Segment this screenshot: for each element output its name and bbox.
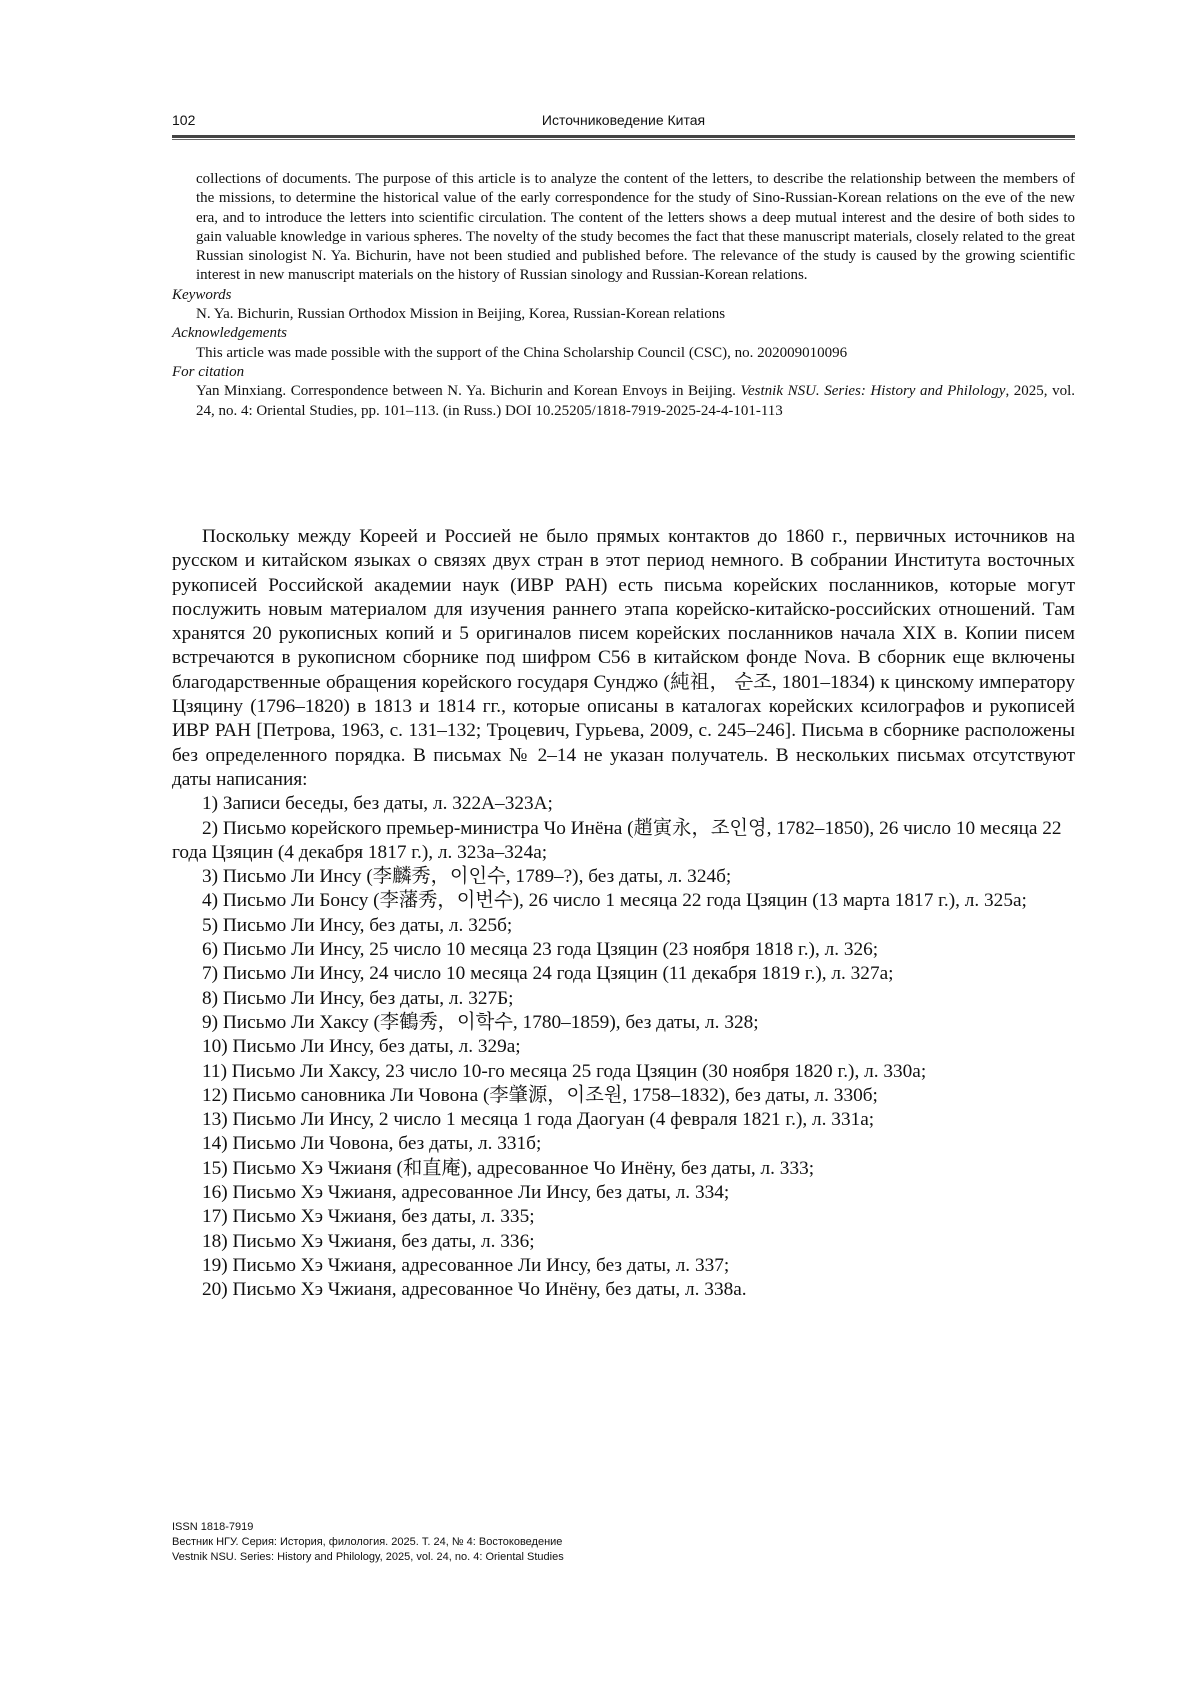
keywords-label: Keywords <box>172 286 1075 305</box>
list-item: 18) Письмо Хэ Чжианя, без даты, л. 336; <box>172 1230 1075 1254</box>
citation-authors-title: Yan Minxiang. Correspondence between N. Ya. Bichurin and Korean Envoys in Beijing. <box>196 383 741 399</box>
intro-paragraph: Поскольку между Кореей и Россией не было прямых контактов до 1860 г., первичных источников на русском и китайском языках о связях двух стран в этот период немного. В собрании Института восточных рукописей Российской академии наук (ИВР РАН) есть письма корейских посланников, которые могут послужить новым материалом для изучения раннего этапа корейско-китайско-российских отношений. Там хранятся 20 рукописных копий и 5 оригиналов писем корейских посланников начала XIX в. Копии писем встречаются в рукописном сборнике под шифром С56 в китайском фонде Nova. В сборник еще включены благодарственные обращения корейского государя Сунджо (純祖， 순조, 1801–1834) к цинскому императору Цзяцину (1796–1820) в 1813 и 1814 гг., которые описаны в каталогах корейских ксилографов и рукописей ИВР РАН [Петрова, 1963, с. 131–132; Троцевич, Гурьева, 2009, с. 245–246]. Письма в сборнике расположены без определенного порядка. В письмах № 2–14 не указан получатель. В нескольких письмах отсутствуют даты написания: <box>172 525 1075 792</box>
footer-journal-ru: Вестник НГУ. Серия: История, филология. 2025. Т. 24, № 4: Востоковедение <box>172 1535 564 1550</box>
footer-journal-en: Vestnik NSU. Series: History and Philology, 2025, vol. 24, no. 4: Oriental Studies <box>172 1550 564 1565</box>
list-item: 10) Письмо Ли Инсу, без даты, л. 329а; <box>172 1035 1075 1059</box>
list-item: 8) Письмо Ли Инсу, без даты, л. 327Б; <box>172 987 1075 1011</box>
citation-label: For citation <box>172 363 1075 382</box>
list-item: 17) Письмо Хэ Чжианя, без даты, л. 335; <box>172 1205 1075 1229</box>
list-item: 5) Письмо Ли Инсу, без даты, л. 325б; <box>172 914 1075 938</box>
running-header <box>172 112 1075 132</box>
running-title: Источниковедение Китая <box>172 112 1075 128</box>
list-item: 7) Письмо Ли Инсу, 24 число 10 месяца 24 года Цзяцин (11 декабря 1819 г.), л. 327а; <box>172 962 1075 986</box>
abstract-text: collections of documents. The purpose of this article is to analyze the content of the letters, to describe the relationship between the members of the missions, to determine the historical value of the early correspondence for the study of Sino-Russian-Korean relations on the eve of the new era, and to introduce the letters into scientific circulation. The content of the letters shows a deep mutual interest and the desire of both sides to gain valuable knowledge in various spheres. The novelty of the study becomes the fact that these manuscript materials, closely related to the great Russian sinologist N. Ya. Bichurin, have not been studied and published before. The relevance of the study is caused by the growing scientific interest in new manuscript materials on the history of Russian sinology and Russian-Korean relations. <box>172 170 1075 286</box>
page-number: 102 <box>172 112 195 128</box>
list-item: 6) Письмо Ли Инсу, 25 число 10 месяца 23 года Цзяцин (23 ноября 1818 г.), л. 326; <box>172 938 1075 962</box>
citation-journal: Vestnik NSU. Series: History and Philology <box>741 383 1006 399</box>
list-item: 3) Письмо Ли Инсу (李麟秀，이인수, 1789–?), без даты, л. 324б; <box>172 865 1075 889</box>
list-item: 4) Письмо Ли Бонсу (李藩秀，이번수), 26 число 1 месяца 22 года Цзяцин (13 марта 1817 г.), л. 325а; <box>172 889 1075 913</box>
list-item: 13) Письмо Ли Инсу, 2 число 1 месяца 1 года Даогуан (4 февраля 1821 г.), л. 331а; <box>172 1108 1075 1132</box>
list-item: 19) Письмо Хэ Чжианя, адресованное Ли Инсу, без даты, л. 337; <box>172 1254 1075 1278</box>
list-item: 9) Письмо Ли Хаксу (李鶴秀，이학수, 1780–1859), без даты, л. 328; <box>172 1011 1075 1035</box>
footer-issn: ISSN 1818-7919 <box>172 1520 564 1535</box>
list-item: 1) Записи беседы, без даты, л. 322А–323А; <box>172 792 1075 816</box>
abstract-block <box>172 170 1075 421</box>
letters-list <box>172 792 1075 1302</box>
list-item: 2) Письмо корейского премьер-министра Чо Инёна (趙寅永，조인영, 1782–1850), 26 число 10 месяца 22 года Цзяцин (4 декабря 1817 г.), л. 323а–324а; <box>172 817 1075 866</box>
list-item: 16) Письмо Хэ Чжианя, адресованное Ли Инсу, без даты, л. 334; <box>172 1181 1075 1205</box>
acknowledgements-text: This article was made possible with the support of the China Scholarship Council (CSC), no. 202009010096 <box>172 344 1075 363</box>
citation-text <box>172 382 1075 421</box>
list-item: 14) Письмо Ли Човона, без даты, л. 331б; <box>172 1132 1075 1156</box>
citation-details: , 2025, vol. 24, no. 4: Oriental Studies, pp. 101–113. (in Russ.) DOI 10.25205/1818-7919-2025-24-4-101-113 <box>196 383 1075 418</box>
list-item: 12) Письмо сановника Ли Човона (李肇源，이조원, 1758–1832), без даты, л. 330б; <box>172 1084 1075 1108</box>
acknowledgements-label: Acknowledgements <box>172 324 1075 343</box>
page-footer <box>172 1520 564 1565</box>
keywords-text: N. Ya. Bichurin, Russian Orthodox Mission in Beijing, Korea, Russian-Korean relations <box>172 305 1075 324</box>
list-item: 11) Письмо Ли Хаксу, 23 число 10-го месяца 25 года Цзяцин (30 ноября 1820 г.), л. 330а; <box>172 1060 1075 1084</box>
list-item: 15) Письмо Хэ Чжианя (和直庵), адресованное Чо Инёну, без даты, л. 333; <box>172 1157 1075 1181</box>
header-rule <box>172 135 1075 140</box>
body-text <box>172 525 1075 1303</box>
list-item: 20) Письмо Хэ Чжианя, адресованное Чо Инёну, без даты, л. 338а. <box>172 1278 1075 1302</box>
